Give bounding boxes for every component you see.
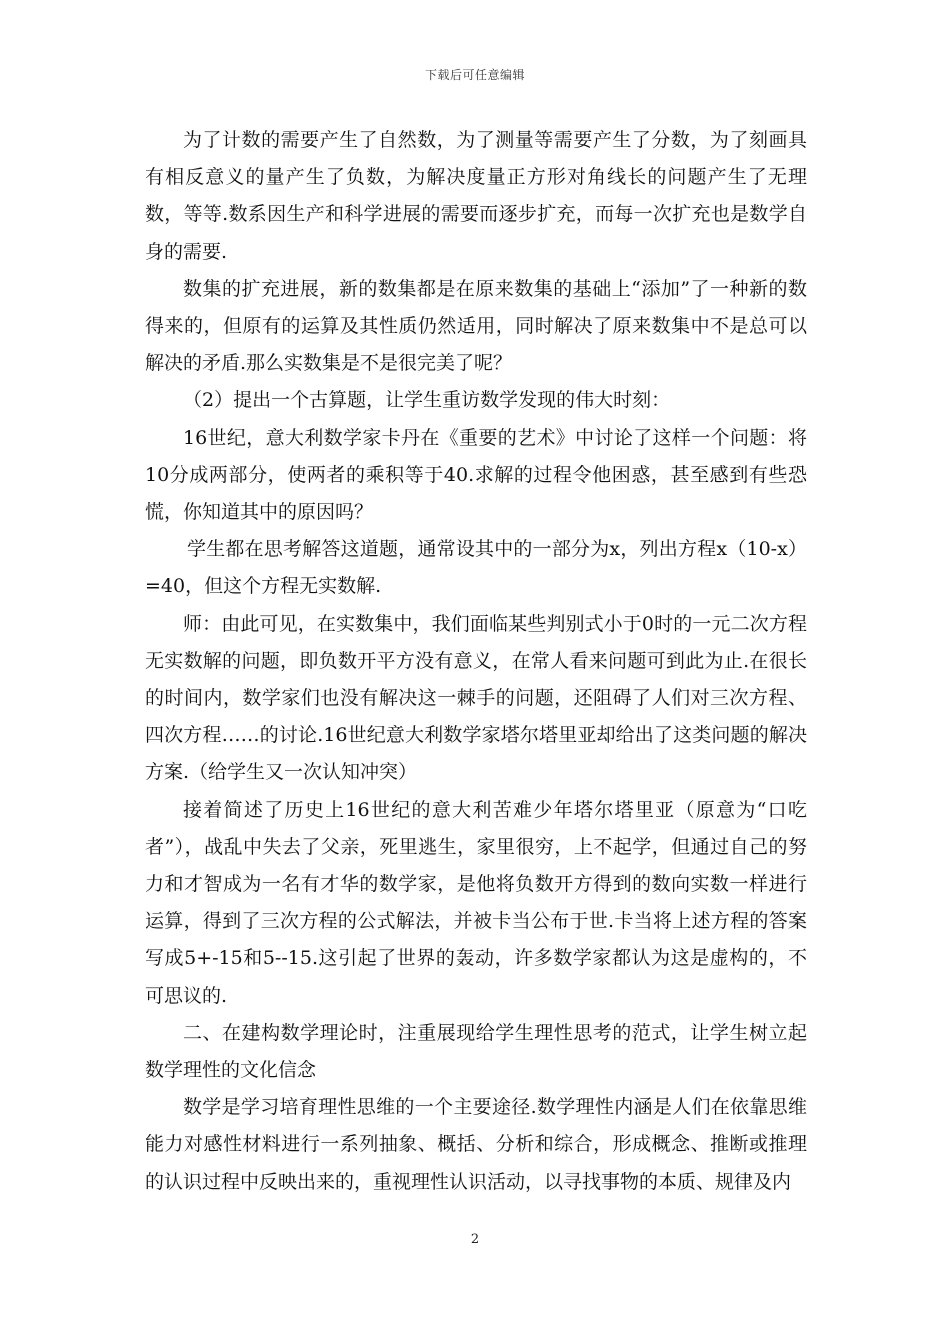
section-heading-rational-thinking: 二、在建构数学理论时，注重展现给学生理性思考的范式，让学生树立起数学理性的文化信念 [145, 1021, 807, 1082]
page-header: 下载后可任意编辑 [424, 68, 525, 82]
paragraph-tartaglia-story: 接着简述了历史上16世纪的意大利苦难少年塔尔塔里亚（原意为“口吃者”），战乱中失去了父亲，死里逃生，家里很穷，上不起学，但通过自己的努力和才智成为一名有才华的数学家，是他将负数开方得到的数向实数一样进行运算，得到了三次方程的公式解法，并被卡当公布于世.卡当将上述方程的答案写成5+-15和5--15.这引起了世界的轰动，许多数学家都认为这是虚构的，不可思议的. [145, 798, 807, 1007]
paragraph-mathematical-rationality: 数学是学习培育理性思维的一个主要途径.数学理性内涵是人们在依靠思维能力对感性材料进行一系列抽象、概括、分析和综合，形成概念、推断或推理的认识过程中反映出来的，重视理性认识活动，以寻找事物的本质、规律及内 [145, 1096, 807, 1193]
document-body [145, 122, 807, 1201]
page-number: 2 [470, 1232, 480, 1247]
paragraph-number-set-extension: 数集的扩充进展，新的数集都是在原来数集的基础上“添加”了一种新的数得来的，但原有的运算及其性质仍然适用，同时解决了原来数集中不是总可以解决的矛盾.那么实数集是不是很完美了呢？ [145, 277, 807, 375]
paragraph-number-system-expansion: 为了计数的需要产生了自然数，为了测量等需要产生了分数，为了刻画具有相反意义的量产生了负数，为解决度量正方形对角线长的问题产生了无理数，等等.数系因生产和科学进展的需要而逐步扩充，而每一次扩充也是数学自身的需要. [145, 129, 807, 263]
paragraph-student-equation: 学生都在思考解答这道题，通常设其中的一部分为x，列出方程x（10-x）=40，但这个方程无实数解. [145, 538, 807, 598]
paragraph-ancient-problem-intro: （2）提出一个古算题，让学生重访数学发现的伟大时刻： [183, 389, 671, 412]
paragraph-cardano-problem: 16世纪，意大利数学家卡丹在《重要的艺术》中讨论了这样一个问题：将10分成两部分，使两者的乘积等于40.求解的过程令他困惑，甚至感到有些恐慌，你知道其中的原因吗？ [145, 426, 807, 524]
paragraph-teacher-remark: 师：由此可见，在实数集中，我们面临某些判别式小于0时的一元二次方程无实数解的问题，即负数开平方没有意义，在常人看来问题可到此为止.在很长的时间内，数学家们也没有解决这一棘手的问题，还阻碍了人们对三次方程、四次方程……的讨论.16世纪意大利数学家塔尔塔里亚却给出了这类问题的解决方案.（给学生又一次认知冲突） [145, 612, 807, 784]
